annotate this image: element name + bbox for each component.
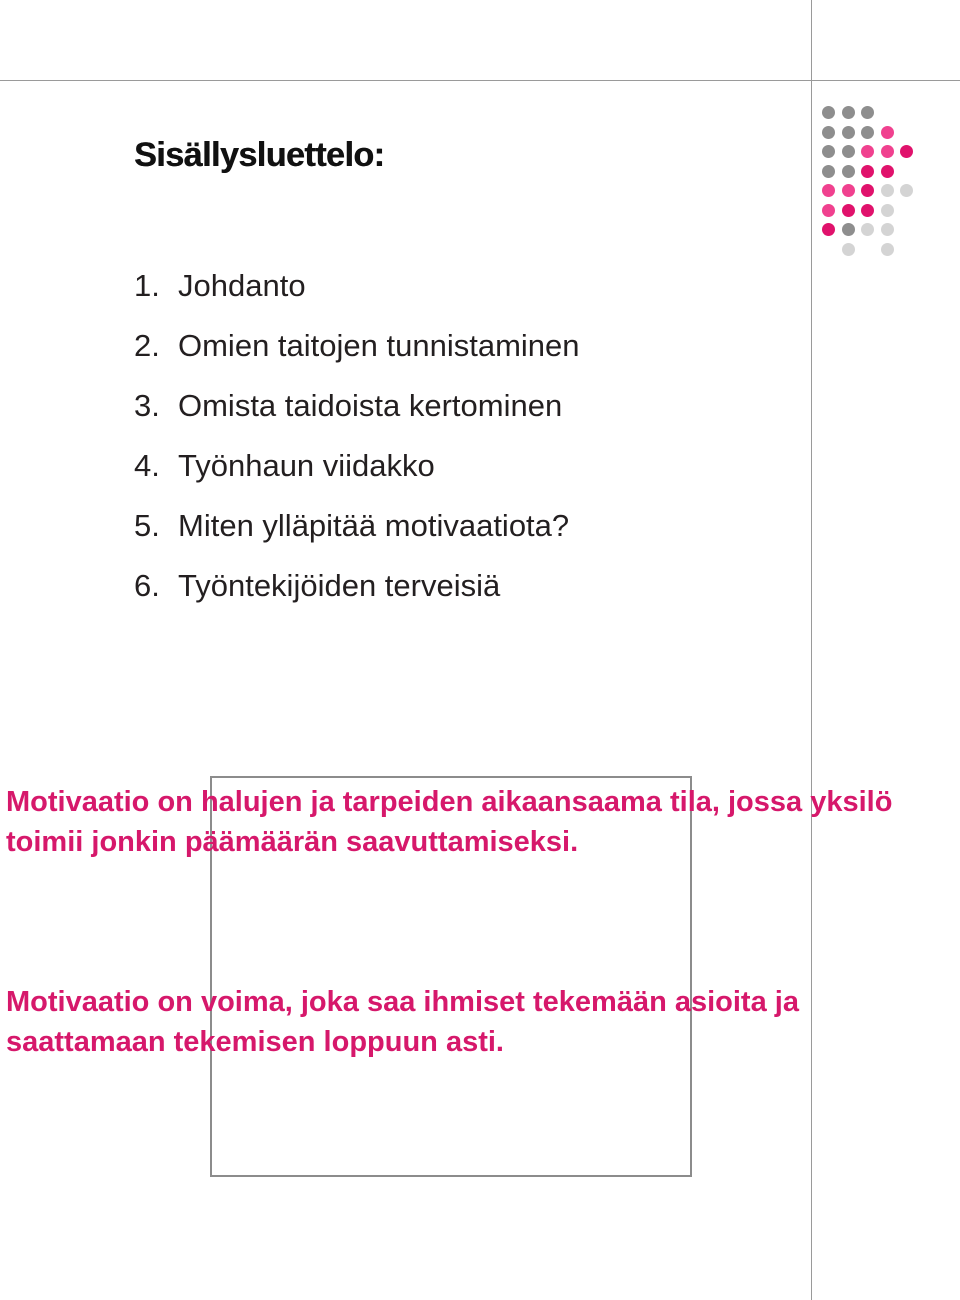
toc-item-number: 5. [134,508,160,543]
toc-item-label: Miten ylläpitää motivaatiota? [178,508,570,543]
decorative-dot [842,165,855,178]
decorative-dot [822,165,835,178]
decorative-dot [861,184,874,197]
decorative-dot [881,223,894,236]
toc-item-number: 4. [134,448,160,483]
decorative-dot [822,204,835,217]
toc-item [134,566,580,626]
page-title: Sisällysluettelo: [134,136,385,174]
toc-item-label: Työnhaun viidakko [178,448,435,483]
right-divider [811,0,812,1300]
toc-item-label: Johdanto [178,268,306,303]
decorative-dot [822,145,835,158]
table-of-contents [134,266,580,626]
decorative-dot-pattern [818,106,908,262]
decorative-dot [822,126,835,139]
decorative-dot [881,204,894,217]
toc-item [134,446,580,506]
decorative-dot [822,184,835,197]
decorative-dot [842,204,855,217]
decorative-dot [861,204,874,217]
toc-item [134,266,580,326]
toc-item-label: Omista taidoista kertominen [178,388,563,423]
decorative-dot [881,243,894,256]
top-divider [0,80,960,81]
motivation-definition-quote: Motivaatio on halujen ja tarpeiden aikaansaama tila, jossa yksilö toimii jonkin päämäärän saavuttamiseksi. [6,786,893,858]
decorative-dot [842,145,855,158]
toc-item-number: 6. [134,568,160,603]
decorative-dot [842,223,855,236]
decorative-dot [842,184,855,197]
decorative-dot [822,223,835,236]
decorative-dot [881,145,894,158]
decorative-dot [900,145,913,158]
decorative-dot [861,165,874,178]
decorative-dot [822,106,835,119]
toc-item [134,326,580,386]
decorative-dot [861,106,874,119]
decorative-dot [881,184,894,197]
decorative-dot [861,223,874,236]
toc-item-label: Omien taitojen tunnistaminen [178,328,580,363]
toc-item-number: 2. [134,328,160,363]
toc-item [134,386,580,446]
toc-item [134,506,580,566]
decorative-dot [842,106,855,119]
toc-item-number: 3. [134,388,160,423]
toc-item-number: 1. [134,268,160,303]
motivation-force-quote: Motivaatio on voima, joka saa ihmiset tekemään asioita ja saattamaan tekemisen loppuun asti. [6,986,799,1058]
toc-item-label: Työntekijöiden terveisiä [178,568,501,603]
decorative-dot [842,126,855,139]
decorative-dot [861,145,874,158]
decorative-dot [842,243,855,256]
decorative-dot [881,165,894,178]
decorative-dot [881,126,894,139]
decorative-dot [900,184,913,197]
decorative-dot [861,126,874,139]
